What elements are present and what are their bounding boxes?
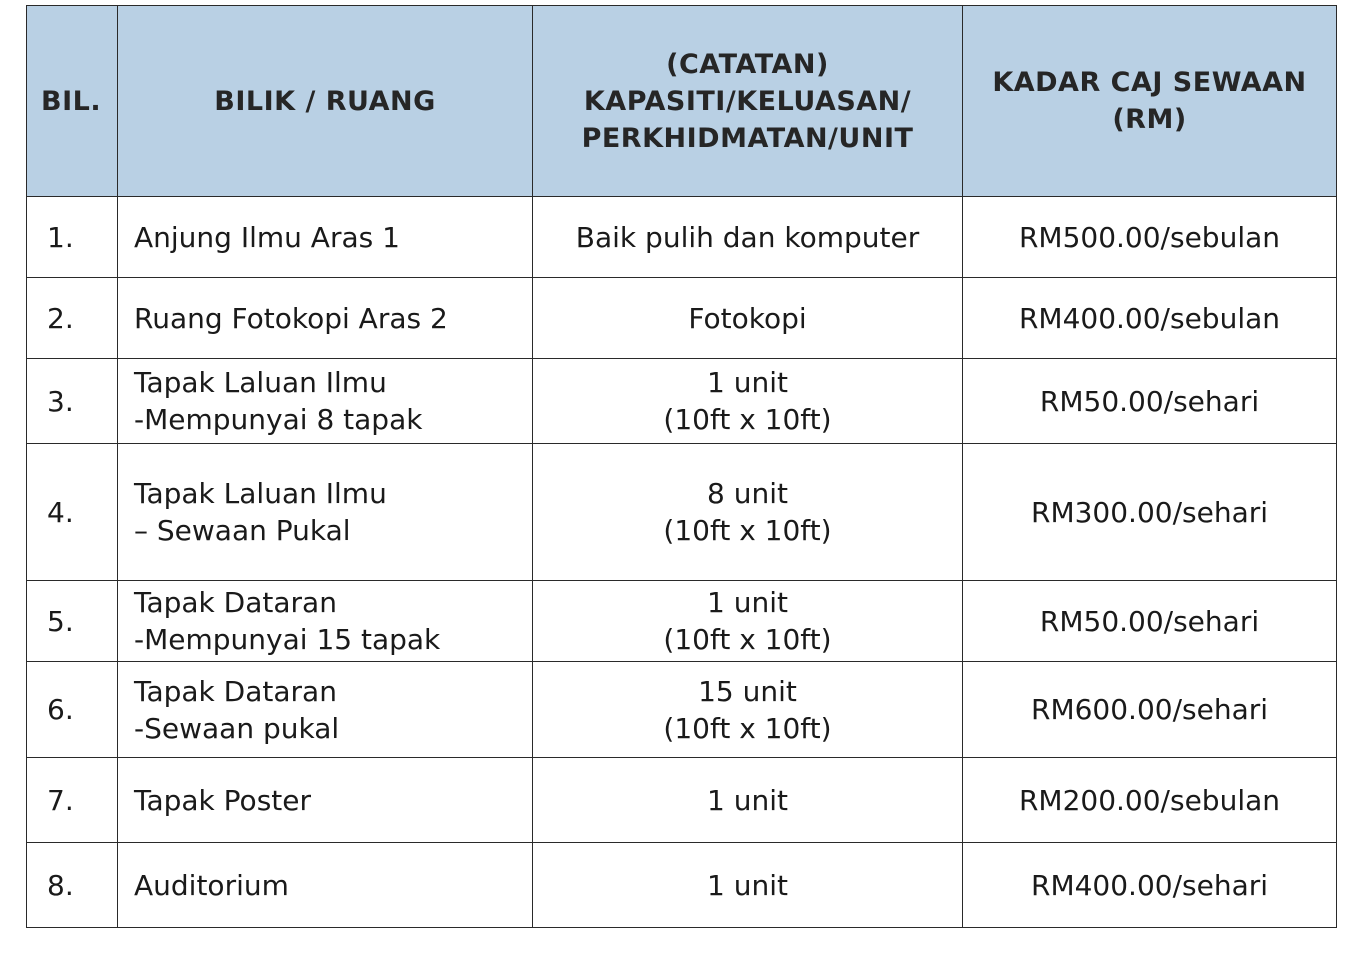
cell-bil: 4. [27,444,118,581]
table-row [27,278,1337,359]
cell-room [118,359,533,444]
table-header-row [27,6,1337,197]
table-row [27,359,1337,444]
cell-capacity-line: Baik pulih dan komputer [575,220,920,254]
cell-room-line: -Sewaan pukal [134,711,340,745]
cell-capacity-line: 1 unit [707,366,788,399]
cell-capacity-line: Fotokopi [688,301,807,335]
cell-capacity-line: (10ft x 10ft) [663,403,832,436]
table-row [27,581,1337,662]
cell-rate: RM50.00/sehari [963,359,1337,444]
cell-capacity [533,444,963,581]
cell-bil: 3. [27,359,118,444]
cell-room-line: Tapak Dataran [134,674,337,708]
table-row [27,197,1337,278]
cell-capacity-line: 8 unit [707,477,788,510]
header-rate [963,6,1337,197]
cell-room [118,278,533,359]
header-capacity [533,6,963,197]
cell-capacity-line: 15 unit [698,674,797,708]
cell-rate: RM50.00/sehari [963,581,1337,662]
cell-rate: RM200.00/sebulan [963,758,1337,843]
cell-room-line: Anjung Ilmu Aras 1 [134,220,400,254]
header-rate-line: KADAR CAJ SEWAAN [992,67,1307,98]
cell-rate: RM600.00/sehari [963,662,1337,758]
cell-rate: RM400.00/sebulan [963,278,1337,359]
cell-room-line: Tapak Laluan Ilmu [134,477,387,510]
cell-capacity-line: (10ft x 10ft) [663,623,832,656]
header-rate-line: (RM) [1112,104,1187,135]
header-bil: BIL. [27,6,118,197]
cell-rate: RM400.00/sehari [963,843,1337,928]
cell-room [118,444,533,581]
cell-capacity [533,359,963,444]
table-row [27,444,1337,581]
cell-room [118,581,533,662]
cell-room [118,758,533,843]
cell-bil: 7. [27,758,118,843]
cell-room-line: Tapak Laluan Ilmu [134,366,387,399]
cell-room-line: – Sewaan Pukal [134,514,351,547]
header-capacity-line: (CATATAN) [666,48,829,80]
cell-capacity-line: 1 unit [707,586,788,619]
table-row [27,758,1337,843]
cell-capacity-line: (10ft x 10ft) [663,514,832,547]
cell-capacity [533,758,963,843]
cell-room-line: Tapak Dataran [134,586,337,619]
cell-room-line: -Mempunyai 15 tapak [134,623,441,656]
table-row [27,843,1337,928]
cell-capacity-line: 1 unit [707,783,788,817]
cell-bil: 1. [27,197,118,278]
cell-capacity-line: (10ft x 10ft) [663,711,832,745]
header-capacity-line: PERKHIDMATAN/UNIT [581,122,914,154]
cell-capacity [533,662,963,758]
cell-room-line: Tapak Poster [134,783,311,817]
cell-rate: RM500.00/sebulan [963,197,1337,278]
cell-bil: 6. [27,662,118,758]
cell-capacity [533,197,963,278]
cell-bil: 5. [27,581,118,662]
cell-capacity [533,581,963,662]
cell-rate: RM300.00/sehari [963,444,1337,581]
cell-room-line: Auditorium [134,868,289,902]
cell-capacity [533,278,963,359]
header-capacity-line: KAPASITI/KELUASAN/ [583,85,912,117]
cell-room [118,662,533,758]
cell-capacity-line: 1 unit [707,868,788,902]
cell-room [118,197,533,278]
cell-capacity [533,843,963,928]
rental-rate-table [26,5,1337,928]
cell-bil: 8. [27,843,118,928]
header-room: BILIK / RUANG [118,6,533,197]
cell-room-line: -Mempunyai 8 tapak [134,403,423,436]
cell-room [118,843,533,928]
cell-bil: 2. [27,278,118,359]
table-row [27,662,1337,758]
cell-room-line: Ruang Fotokopi Aras 2 [134,301,448,335]
